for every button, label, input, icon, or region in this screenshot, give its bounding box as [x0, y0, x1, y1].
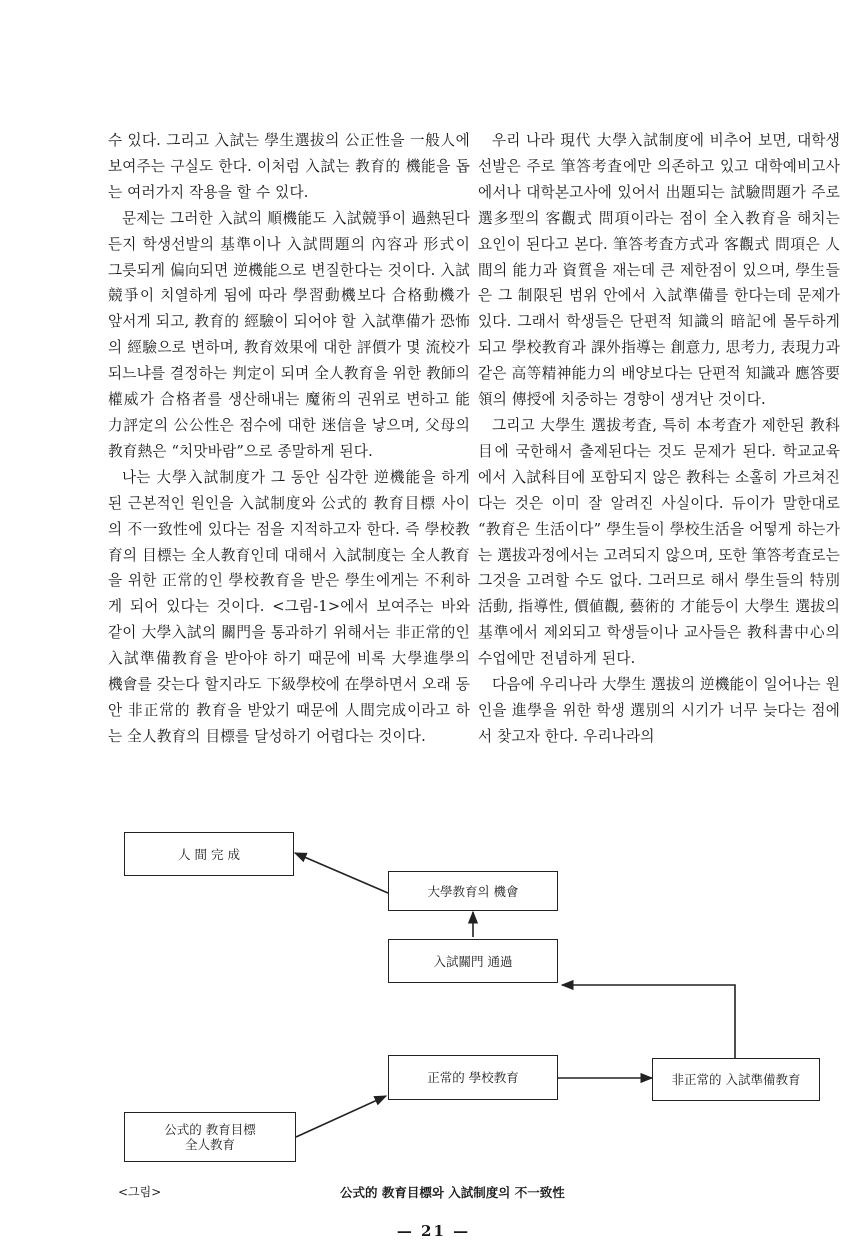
paragraph: 우리 나라 現代 大學入試制度에 비추어 보면, 대학생 선발은 주로 筆答考査에만 의존하고 있고 대학예비고사에서나 대학본고사에 있어서 出題되는 試驗問題가 주로 選多型의 客觀式 問項이라는 점이 全入教育을 해치는 요인이 된다고 본다. 筆答考査方式과 客觀式 問項은 人間의 能力과 資質을 재는데 큰 제한점이 있으며, 學生들은 그 制限된 범위 안에서 入試準備를 한다는데 문제가 있다. 그래서 학생들은 단편적 知識의 暗記에 몰두하게 되고 學校教育과 課外指導는 創意力, 思考力, 表現力과 같은 高等精神能力의 배양보다는 단편적 知識과 應答要領의 傳授에 치중하는 경향이 생겨난 것이다.: [478, 132, 840, 409]
paragraph: 수 있다. 그리고 入試는 學生選拔의 公正性을 一般人에 보여주는 구실도 한다. 이처럼 入試는 教育的 機能을 돕는 여러가지 작용을 할 수 있다.: [108, 132, 470, 201]
arrow-abnormal-to-gate: [562, 985, 735, 1058]
goal-line-1: 公式的 教育目標: [164, 1122, 256, 1137]
right-text-column: [478, 128, 840, 750]
node-entrance-gate: 入試關門 通過: [388, 939, 558, 983]
paragraph: 문제는 그러한 入試의 順機能도 入試競爭이 過熱된다든지 학생선발의 基準이나 入試問題의 內容과 形式이 그릇되게 偏向되면 逆機能으로 변질한다는 것이다. 入試競爭이 치열하게 됨에 따라 學習動機보다 合格動機가 앞서게 되고, 教育的 經驗이 되어야 할 入試準備가 恐怖의 經驗으로 변하며, 教育效果에 대한 評價가 몇 流校가 되느냐를 결정하는 判定이 되며 全人教育을 위한 教師의 權威가 合格者를 생산해내는 魔術의 권위로 변하고 能力評定의 公公性은 점수에 대한 迷信을 낳으며, 父母의 教育熱은 “치맛바람”으로 종말하게 된다.: [108, 209, 470, 460]
page-number: — 21 —: [396, 1222, 471, 1240]
node-human-completion: 人 間 完 成: [124, 832, 294, 876]
node-university-opportunity: 大學教育의 機會: [388, 871, 558, 911]
figure-caption: 公式的 教育目標와 入試制度의 不一致性: [340, 1185, 565, 1200]
node-normal-school-education: 正常的 學校教育: [388, 1055, 558, 1100]
node-abnormal-exam-prep: 非正常的 入試準備教育: [652, 1058, 820, 1101]
figure-label: <그림>: [118, 1185, 162, 1199]
arrow-goal-to-normal: [296, 1096, 386, 1137]
goal-line-2: 全人教育: [184, 1137, 235, 1152]
node-official-education-goal: [124, 1112, 296, 1162]
paragraph: 다음에 우리나라 大學生 選拔의 逆機能이 일어나는 원인을 進學을 위한 학생 選別의 시기가 너무 늦다는 점에서 찾고자 한다. 우리나라의: [478, 676, 840, 745]
paragraph: 그리고 大學生 選拔考査, 특히 本考査가 제한된 教科目에 국한해서 출제된다는 것도 문제가 된다. 학교교육에서 入試科目에 포함되지 않은 教科는 소홀히 가르쳐진다는 것은 이미 잘 알려진 사실이다. 듀이가 말한대로 “教育은 生活이다” 學生들이 學校生活을 어떻게 하는가는 選拔과정에서는 고려되지 않으며, 또한 筆答考査로는 그것을 고려할 수도 없다. 그러므로 해서 學生들의 特別活動, 指導性, 價値觀, 藝術的 才能등이 大學生 選拔의 基準에서 제외되고 학생들이나 교사들은 教科書中心의 수업에만 전념하게 된다.: [478, 416, 840, 668]
paragraph: 나는 大學入試制度가 그 동안 심각한 逆機能을 하게된 근본적인 원인을 入試制度와 公式的 教育目標 사이의 不一致性에 있다는 점을 지적하고자 한다. 즉 學校教育의 目標는 全人教育인데 대해서 入試制度는 全人教育을 위한 正常的인 學校教育을 받은 學生에게는 不利하게 되어 있다는 것이다. <그림-1>에서 보여주는 바와 같이 大學入試의 關門을 통과하기 위해서는 非正常的인 入試準備教育을 받아야 하기 때문에 비록 大學進學의 機會를 갖는다 할지라도 下級學校에 在學하면서 오래 동안 非正常的 教育을 받았기 때문에 人間完成이라고 하는 全人教育의 目標를 달성하기 어렵다는 것이다.: [108, 468, 470, 745]
arrow-opportunity-to-human: [295, 853, 388, 893]
left-text-column: [108, 128, 470, 750]
